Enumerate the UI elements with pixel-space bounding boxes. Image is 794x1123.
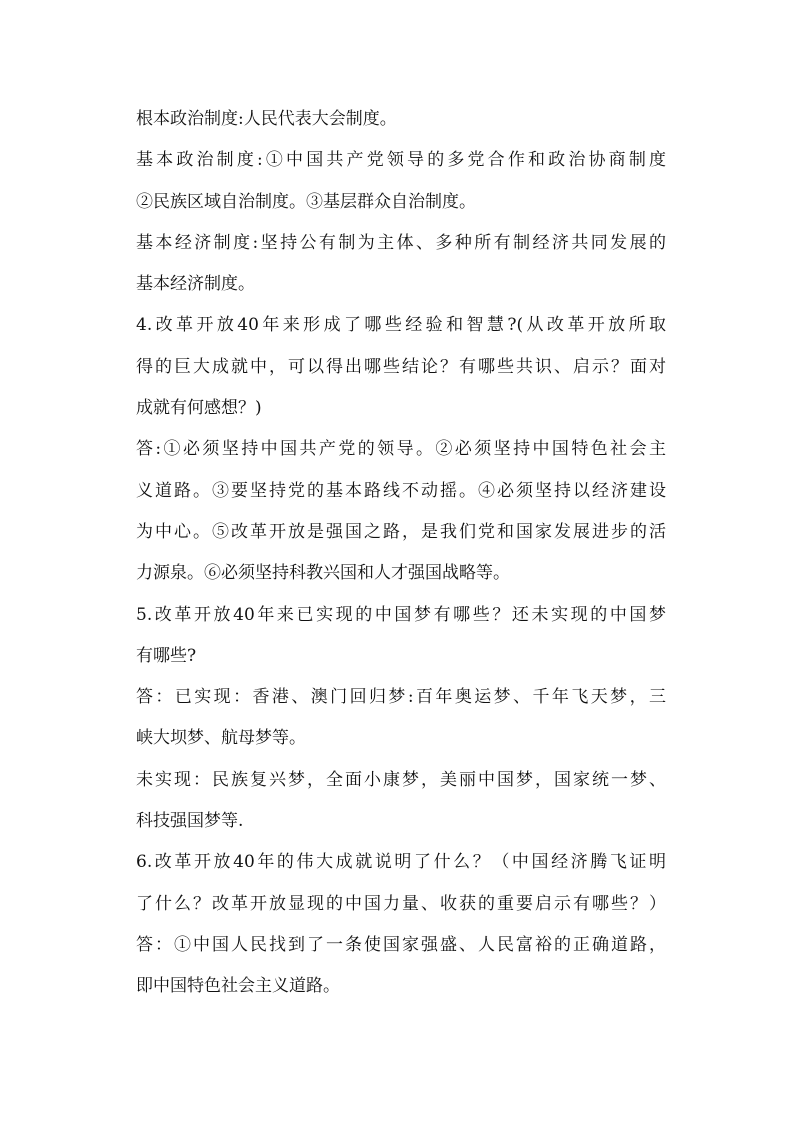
- text-line: ②民族区域自治制度。③基层群众自治制度。: [136, 191, 476, 212]
- text-line: 基本经济制度。: [136, 274, 255, 295]
- text-line: 基本政治制度:①中国共产党领导的多党合作和政治协商制度: [136, 150, 666, 171]
- answer-line: 答:①必须坚持中国共产党的领导。②必须坚持中国特色社会主: [136, 439, 666, 460]
- question-heading: 5.改革开放40年来已实现的中国梦有哪些？还未实现的中国梦: [136, 604, 666, 625]
- text-line: 未实现：民族复兴梦，全面小康梦，美丽中国梦，国家统一梦、: [136, 769, 666, 790]
- text-line: 即中国特色社会主义道路。: [136, 976, 340, 997]
- question-heading: 4.改革开放40年来形成了哪些经验和智慧?(从改革开放所取: [136, 315, 666, 336]
- text-line: 有哪些?: [136, 645, 197, 666]
- document-body: [136, 99, 666, 1008]
- text-line: 为中心。⑤改革开放是强国之路，是我们党和国家发展进步的活: [136, 521, 666, 542]
- answer-line: 答：已实现：香港、澳门回归梦:百年奥运梦、千年飞天梦，三: [136, 687, 666, 708]
- text-line: 力源泉。⑥必须坚持科教兴国和人才强国战略等。: [136, 563, 510, 584]
- answer-line: 答：①中国人民找到了一条使国家强盛、人民富裕的正确道路，: [136, 934, 666, 955]
- text-line: 成就有何感想？): [136, 398, 262, 419]
- text-line: 了什么？改革开放显现的中国力量、收获的重要启示有哪些？）: [136, 893, 666, 914]
- text-line: 得的巨大成就中，可以得出哪些结论？有哪些共识、启示？面对: [136, 356, 666, 377]
- text-line: 基本经济制度:坚持公有制为主体、多种所有制经济共同发展的: [136, 232, 666, 253]
- text-line: 根本政治制度:人民代表大会制度。: [136, 109, 397, 129]
- text-line: 义道路。③要坚持党的基本路线不动摇。④必须坚持以经济建设: [136, 480, 666, 501]
- text-line: 科技强国梦等.: [136, 811, 244, 832]
- text-line: 峡大坝梦、航母梦等。: [136, 728, 306, 749]
- question-heading: 6.改革开放40年的伟大成就说明了什么？（中国经济腾飞证明: [136, 852, 666, 873]
